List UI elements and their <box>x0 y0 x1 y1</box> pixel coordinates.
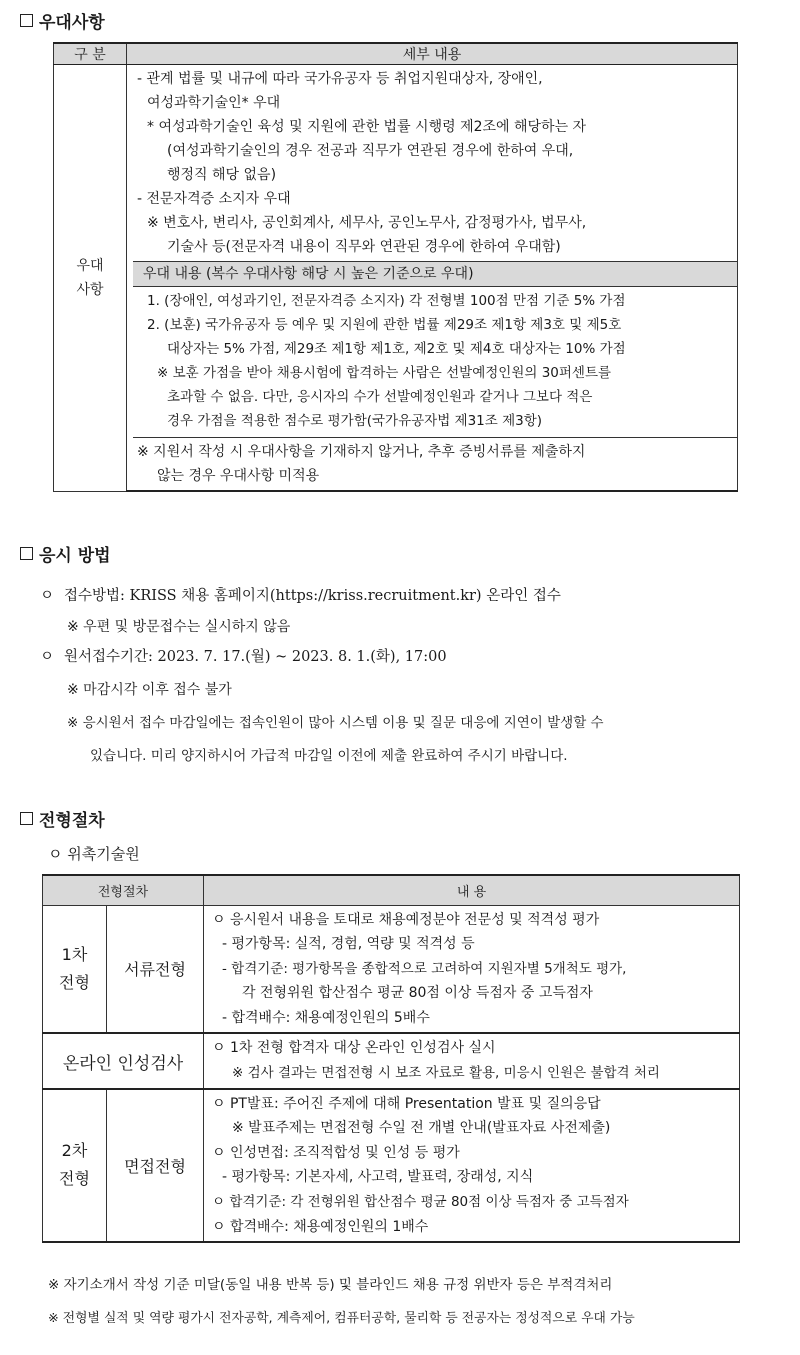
circle-bullet-icon: ㅇ <box>40 649 55 665</box>
method-line: ㅇ 원서접수기간: 2023. 7. 17.(월) ~ 2023. 8. 1.(화), 17:00 <box>40 641 780 674</box>
content-line: - 평가항목: 실적, 경험, 역량 및 적격성 등 <box>222 936 475 953</box>
stage-label: 2차 전형 <box>43 1089 107 1243</box>
content-line: ㅇ 응시원서 내용을 토대로 채용예정분야 전문성 및 적격성 평가 <box>212 911 600 928</box>
section-heading-procedure <box>20 806 105 831</box>
sub-heading: 우대 내용 (복수 우대사항 해당 시 높은 기준으로 우대) <box>133 261 737 287</box>
content-line: 경우 가점을 적용한 점수로 평가함(국가유공자법 제31조 제3항) <box>167 413 543 429</box>
content-line: ㅇ 1차 전형 합격자 대상 온라인 인성검사 실시 <box>212 1040 496 1057</box>
preference-content <box>127 65 738 492</box>
section-title: 응시 방법 <box>39 546 111 566</box>
stage-content <box>204 1033 740 1088</box>
table-header: 내 용 <box>204 875 740 905</box>
footnote: ※ 전형별 실적 및 역량 평가시 전자공학, 계측제어, 컴퓨터공학, 물리학 등 전공자는 정성적으로 우대 가능 <box>48 1311 635 1326</box>
stage-label: 1차 전형 <box>43 905 107 1033</box>
method-note: ※ 우편 및 방문접수는 실시하지 않음 <box>67 619 291 635</box>
content-line: - 관계 법률 및 내규에 따라 국가유공자 등 취업지원대상자, 장애인, <box>137 71 543 87</box>
circle-bullet-icon: ㅇ <box>40 588 55 604</box>
table-header: 세부 내용 <box>127 43 738 65</box>
checkbox-square-icon <box>20 547 33 560</box>
method-note: 있습니다. 미리 양지하시어 가급적 마감일 이전에 제출 완료하여 주시기 바랍니다. <box>90 748 568 764</box>
content-line: - 합격기준: 평가항목을 종합적으로 고려하여 지원자별 5개척도 평가, <box>222 960 627 977</box>
section-title: 우대사항 <box>39 13 105 33</box>
content-line: ㅇ PT발표: 주어진 주제에 대해 Presentation 발표 및 질의응답 <box>212 1095 601 1112</box>
procedure-subtitle: ㅇ 위촉기술원 <box>48 845 140 863</box>
stage-content <box>204 1089 740 1243</box>
content-line: - 전문자격증 소지자 우대 <box>137 191 291 207</box>
section-heading-method <box>20 541 111 566</box>
divider <box>133 437 737 438</box>
content-line: 않는 경우 우대사항 미적용 <box>157 468 320 484</box>
content-line: ※ 변호사, 변리사, 공인회계사, 세무사, 공인노무사, 감정평가사, 법무사, <box>147 215 587 231</box>
section-heading-preference <box>20 8 105 33</box>
method-note: ※ 응시원서 접수 마감일에는 접속인원이 많아 시스템 이용 및 질문 대응에 지연이 발생할 수 <box>67 715 604 731</box>
content-line: ㅇ 합격배수: 채용예정인원의 1배수 <box>212 1218 429 1235</box>
content-line: 여성과학기술인* 우대 <box>147 95 281 111</box>
checkbox-square-icon <box>20 812 33 825</box>
application-method <box>40 580 780 773</box>
content-line: 초과할 수 없음. 다만, 응시자의 수가 선발예정인원과 같거나 그보다 적은 <box>167 389 593 405</box>
content-line: 2. (보훈) 국가유공자 등 예우 및 지원에 관한 법률 제29조 제1항 제3호 및 제5호 <box>147 317 622 333</box>
content-line: 기술사 등(전문자격 내용이 직무와 연관된 경우에 한하여 우대함) <box>167 239 561 255</box>
stage-name: 서류전형 <box>107 905 204 1033</box>
section-title: 전형절차 <box>39 811 105 831</box>
content-line: ※ 검사 결과는 면접전형 시 보조 자료로 활용, 미응시 인원은 불합격 처리 <box>232 1065 660 1082</box>
content-line: 1. (장애인, 여성과기인, 전문자격증 소지자) 각 전형별 100점 만점 기준 5% 가점 <box>147 293 626 309</box>
table-header: 구 분 <box>54 43 127 65</box>
preference-table <box>53 42 738 492</box>
content-line: ※ 지원서 작성 시 우대사항을 기재하지 않거나, 추후 증빙서류를 제출하지 <box>137 444 586 460</box>
stage-name: 온라인 인성검사 <box>43 1033 204 1088</box>
content-line: - 합격배수: 채용예정인원의 5배수 <box>222 1009 430 1026</box>
content-line: - 평가항목: 기본자세, 사고력, 발표력, 장래성, 지식 <box>222 1169 534 1186</box>
content-line: 대상자는 5% 가점, 제29조 제1항 제1호, 제2호 및 제4호 대상자는 10% 가점 <box>167 341 626 357</box>
content-line: (여성과학기술인의 경우 전공과 직무가 연관된 경우에 한하여 우대, <box>167 143 574 159</box>
stage-name: 면접전형 <box>107 1089 204 1243</box>
method-line: ㅇ 접수방법: KRISS 채용 홈페이지(https://kriss.recruitment.kr) 온라인 접수 <box>40 580 780 613</box>
content-line: ※ 발표주제는 면접전형 수일 전 개별 안내(발표자료 사전제출) <box>232 1120 611 1137</box>
content-line: ※ 보훈 가점을 받아 채용시험에 합격하는 사람은 선발예정인원의 30퍼센트를 <box>157 365 612 381</box>
content-line: 행정직 해당 없음) <box>167 167 277 183</box>
content-line: 각 전형위원 합산점수 평균 80점 이상 득점자 중 고득점자 <box>242 985 593 1002</box>
method-note: ※ 마감시각 이후 접수 불가 <box>67 682 232 698</box>
footnote: ※ 자기소개서 작성 기준 미달(동일 내용 반복 등) 및 블라인드 채용 규정 위반자 등은 부적격처리 <box>48 1277 613 1293</box>
procedure-table <box>42 874 740 1243</box>
content-line: ㅇ 합격기준: 각 전형위원 합산점수 평균 80점 이상 득점자 중 고득점자 <box>212 1194 629 1211</box>
content-line: * 여성과학기술인 육성 및 지원에 관한 법률 시행령 제2조에 해당하는 자 <box>147 119 587 135</box>
stage-content <box>204 905 740 1033</box>
content-line: ㅇ 인성면접: 조직적합성 및 인성 등 평가 <box>212 1144 460 1161</box>
table-header: 전형절차 <box>43 875 204 905</box>
row-label: 우대 사항 <box>54 65 127 492</box>
checkbox-square-icon <box>20 14 33 27</box>
